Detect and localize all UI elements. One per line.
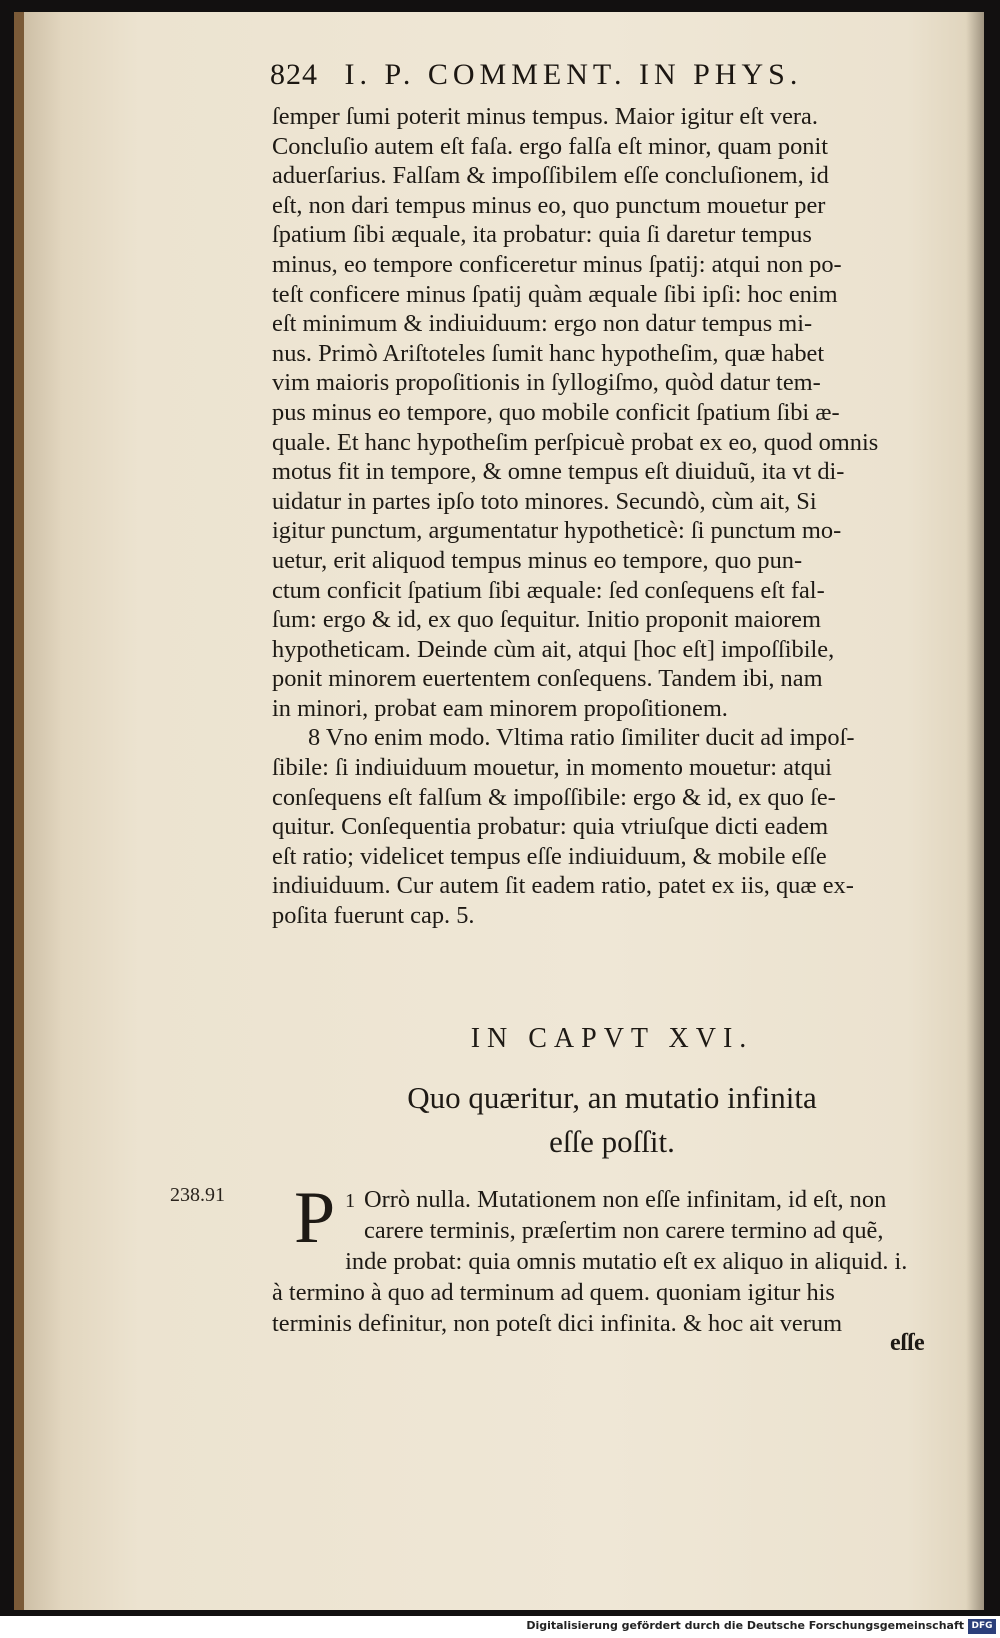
running-title: I. P. COMMENT. IN PHYS. xyxy=(344,58,803,91)
margin-reference: 238.91 xyxy=(170,1184,225,1206)
dfg-logo-icon: DFG xyxy=(968,1619,996,1634)
chapter-title-line: Quo quæritur, an mutatio infinita xyxy=(407,1080,817,1115)
text-line: quitur. Conſequentia probatur: quia vtriuſque dicti eadem xyxy=(272,813,829,841)
running-header xyxy=(270,58,900,92)
text-line: in minori, probat eam minorem propoſitionem. xyxy=(272,694,728,722)
text-line: carere terminis, præſertim non carere termino ad quẽ, xyxy=(364,1217,884,1244)
text-line: minus, eo tempore conficeretur minus ſpatij: atqui non po- xyxy=(272,250,842,278)
text-line: 8 Vno enim modo. Vltima ratio ſimiliter ducit ad impoſ- xyxy=(308,724,855,752)
text-line: ponit minorem euertentem conſequens. Tandem ibi, nam xyxy=(272,665,823,693)
text-line: ſum: ergo & id, ex quo ſequitur. Initio proponit maiorem xyxy=(272,606,821,634)
main-text-block xyxy=(272,102,952,931)
digitization-footer xyxy=(0,1616,1000,1638)
section-number: 1 xyxy=(345,1190,356,1212)
chapter-heading: IN CAPVT XVI. xyxy=(470,1023,754,1054)
text-line: ſibile: ſi indiuiduum mouetur, in momento mouetur: atqui xyxy=(272,754,832,782)
text-line: ſemper ſumi poterit minus tempus. Maior igitur eſt vera. xyxy=(272,103,818,130)
text-line: vim maioris propoſitionis in ſyllogiſmo, quòd datur tem- xyxy=(272,369,821,397)
chapter-title-line: eſſe poſſit. xyxy=(549,1124,675,1159)
text-line: poſita fuerunt cap. 5. xyxy=(272,902,475,930)
text-line: indiuiduum. Cur autem ſit eadem ratio, patet ex iis, quæ ex- xyxy=(272,872,854,900)
text-line: igitur punctum, argumentatur hypotheticè: ſi punctum mo- xyxy=(272,517,842,545)
section-text-block xyxy=(272,1177,952,1339)
text-line: conſequens eſt falſum & impoſſibile: ergo & id, ex quo ſe- xyxy=(272,783,836,811)
page-number: 824 xyxy=(270,58,318,91)
catchword: eſſe xyxy=(890,1330,925,1356)
text-line: inde probat: quia omnis mutatio eſt ex aliquo in aliquid. i. xyxy=(345,1248,908,1275)
chapter-title xyxy=(272,1076,952,1164)
text-line: aduerſarius. Falſam & impoſſibilem eſſe concluſionem, id xyxy=(272,162,829,190)
text-line: nus. Primò Ariſtoteles ſumit hanc hypotheſim, quæ habet xyxy=(272,339,825,367)
text-line: ctum conficit ſpatium ſibi æquale: ſed conſequens eſt fal- xyxy=(272,576,825,604)
text-line: quale. Et hanc hypotheſim perſpicuè probat ex eo, quod omnis xyxy=(272,428,879,456)
text-line: hypotheticam. Deinde cùm ait, atqui [hoc eſt] impoſſibile, xyxy=(272,635,835,663)
text-line: eſt ratio; videlicet tempus eſſe indiuiduum, & mobile eſſe xyxy=(272,842,827,870)
text-line: Orrò nulla. Mutationem non eſſe infinitam, id eſt, non xyxy=(364,1186,887,1213)
funding-credit: Digitalisierung gefördert durch die Deutsche Forschungsgemeinschaft xyxy=(526,1619,964,1632)
text-line: motus fit in tempore, & omne tempus eſt diuiduũ, ita vt di- xyxy=(272,458,845,486)
text-line: eſt minimum & indiuiduum: ergo non datur tempus mi- xyxy=(272,310,813,338)
text-line: uetur, erit aliquod tempus minus eo tempore, quo pun- xyxy=(272,546,803,574)
text-line: uidatur in partes ipſo toto minores. Secundò, cùm ait, Si xyxy=(272,487,817,515)
text-line: ſpatium ſibi æquale, ita probatur: quia ſi daretur tempus xyxy=(272,221,812,249)
text-line: terminis definitur, non poteſt dici infinita. & hoc ait verum xyxy=(272,1310,843,1337)
drop-cap: P xyxy=(294,1177,336,1259)
text-line: pus minus eo tempore, quo mobile conficit ſpatium ſibi æ- xyxy=(272,398,840,426)
text-line: teſt conficere minus ſpatij quàm æquale ſibi ipſi: hoc enim xyxy=(272,280,838,308)
text-line: Concluſio autem eſt faſa. ergo falſa eſt minor, quam ponit xyxy=(272,132,829,160)
text-line: eſt, non dari tempus minus eo, quo punctum mouetur per xyxy=(272,191,826,219)
text-line: à termino à quo ad terminum ad quem. quoniam igitur his xyxy=(272,1279,835,1306)
